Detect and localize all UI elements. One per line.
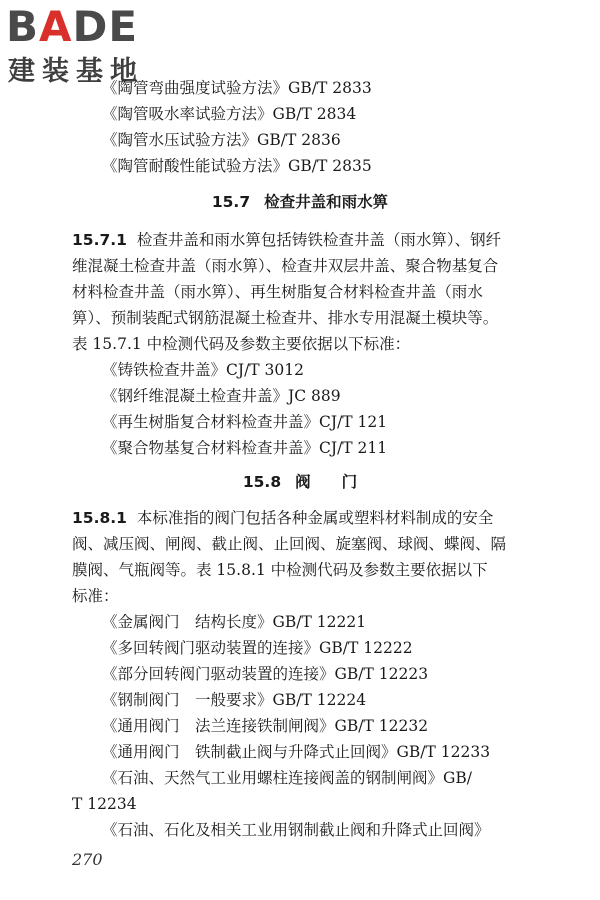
reference-line: 《通用阀门 铁制截止阀与升降式止回阀》GB/T 12233 [102, 743, 491, 761]
reference-line: 《部分回转阀门驱动装置的连接》GB/T 12223 [102, 665, 429, 683]
reference-line: 《陶管耐酸性能试验方法》GB/T 2835 [102, 157, 372, 175]
logo-brand-sub: 建装基地 [8, 56, 144, 87]
clause-line: 维混凝土检查井盖（雨水箅）、检查井双层井盖、聚合物基复合 [72, 257, 499, 275]
clause-line: 表 15.7.1 中检测代码及参数主要依据以下标准： [72, 335, 411, 353]
reference-line: 《钢纤维混凝土检查井盖》JC 889 [102, 387, 341, 405]
reference-line: 《再生树脂复合材料检查井盖》CJ/T 121 [102, 413, 388, 431]
section-title: 阀 门 [295, 473, 358, 491]
page-number: 270 [72, 850, 103, 869]
section-number: 15.7 [211, 193, 251, 211]
clause-line: 15.7.1 检查井盖和雨水箅包括铸铁检查井盖（雨水箅）、钢纤 [72, 231, 502, 249]
logo-brand-main: BADE [6, 2, 139, 51]
reference-line: 《多回转阀门驱动装置的连接》GB/T 12222 [102, 639, 413, 657]
clause-line: 箅）、预制装配式钢筋混凝土检查井、排水专用混凝土模块等。 [72, 309, 499, 327]
clause-line: 阀、减压阀、闸阀、截止阀、止回阀、旋塞阀、球阀、蝶阀、隔 [72, 535, 507, 553]
reference-line: 《石油、天然气工业用螺柱连接阀盖的钢制闸阀》GB/ [102, 769, 472, 787]
clause-line: 标准： [72, 587, 119, 605]
reference-line: 《陶管弯曲强度试验方法》GB/T 2833 [102, 79, 372, 97]
section-heading-15-8 [0, 470, 600, 492]
clause-line: 15.8.1 本标准指的阀门包括各种金属或塑料材料制成的安全 [72, 509, 494, 527]
section-title: 检查井盖和雨水箅 [264, 193, 389, 211]
section-number: 15.8 [242, 473, 282, 491]
reference-line: 《通用阀门 法兰连接铁制闸阀》GB/T 12232 [102, 717, 429, 735]
section-heading-15-7 [0, 190, 600, 212]
reference-line: 《金属阀门 结构长度》GB/T 12221 [102, 613, 367, 631]
clause-number: 15.8.1 [72, 509, 127, 527]
reference-line: 《陶管水压试验方法》GB/T 2836 [102, 131, 341, 149]
clause-number: 15.7.1 [72, 231, 127, 249]
reference-line: 《铸铁检查井盖》CJ/T 3012 [102, 361, 305, 379]
reference-line-continued: T 12234 [72, 795, 137, 813]
reference-line: 《聚合物基复合材料检查井盖》CJ/T 211 [102, 439, 388, 457]
reference-line: 《陶管吸水率试验方法》GB/T 2834 [102, 105, 357, 123]
reference-line: 《钢制阀门 一般要求》GB/T 12224 [102, 691, 367, 709]
clause-line: 材料检查井盖（雨水箅）、再生树脂复合材料检查井盖（雨水 [72, 283, 483, 301]
reference-line: 《石油、石化及相关工业用钢制截止阀和升降式止回阀》 [102, 821, 490, 839]
clause-line: 膜阀、气瓶阀等。表 15.8.1 中检测代码及参数主要依据以下 [72, 561, 488, 579]
